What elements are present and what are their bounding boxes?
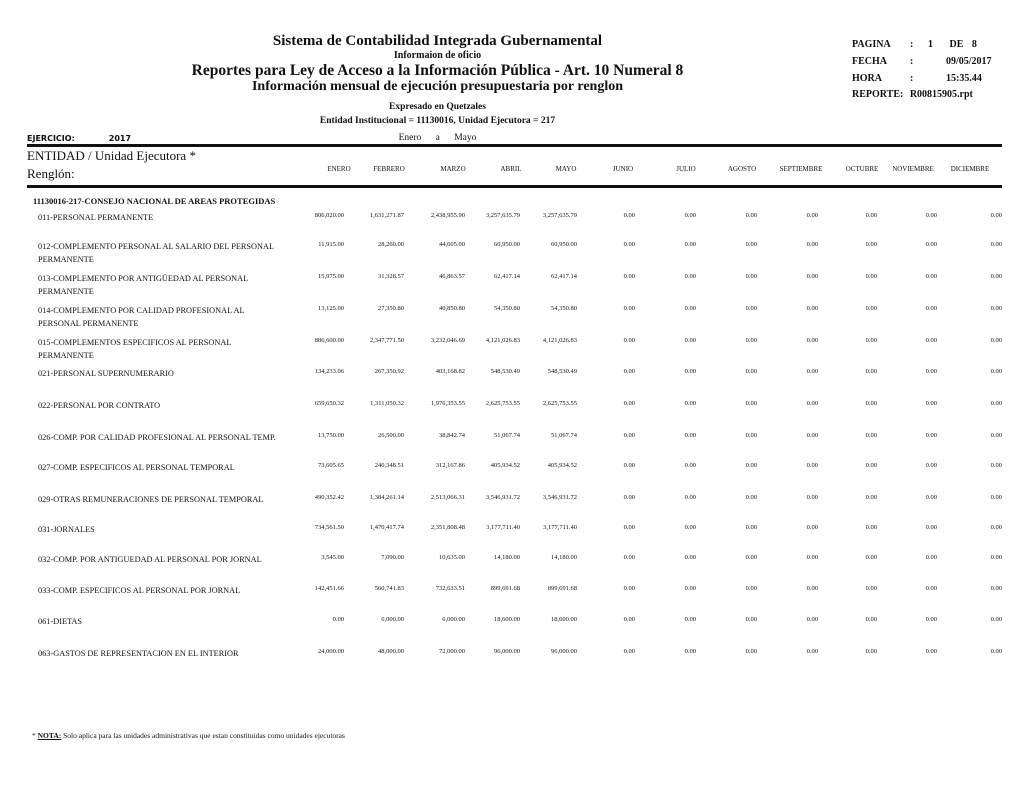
cell-enero: 24,000.00: [318, 648, 344, 655]
cell-marzo: 2,438,955.90: [430, 212, 465, 219]
renglon-label: 031-JORNALES: [38, 525, 95, 534]
month-header-septiembre: SEPTIEMBRE: [779, 165, 823, 173]
hora-value: 15:35.44: [946, 73, 982, 84]
cell-septiembre: 0.00: [806, 241, 818, 248]
cell-diciembre: 0.00: [990, 648, 1002, 655]
cell-mayo: 405,934.52: [547, 462, 577, 469]
ejercicio: [27, 134, 131, 143]
renglon-label: 029-OTRAS REMUNERACIONES DE PERSONAL TEMPORAL: [38, 495, 264, 504]
meta-pagina: [852, 39, 977, 50]
cell-abril: 60,950.00: [494, 241, 520, 248]
cell-marzo: 3,232,046.69: [430, 337, 465, 344]
cell-julio: 0.00: [684, 524, 696, 531]
month-header-julio: JULIO: [676, 165, 696, 173]
cell-octubre: 0.00: [865, 494, 877, 501]
cell-julio: 0.00: [684, 273, 696, 280]
cell-diciembre: 0.00: [990, 554, 1002, 561]
cell-mayo: 548,530.49: [547, 368, 577, 375]
cell-septiembre: 0.00: [806, 462, 818, 469]
cell-junio: 0.00: [623, 494, 635, 501]
period-from: Enero: [398, 133, 422, 143]
cell-junio: 0.00: [623, 648, 635, 655]
renglon-label: 021-PERSONAL SUPERNUMERARIO: [38, 369, 174, 378]
cell-enero: 659,650.32: [314, 400, 344, 407]
cell-marzo: 46,863.57: [439, 273, 465, 280]
cell-febrero: 1,470,417.74: [369, 524, 404, 531]
month-header-noviembre: NOVIEMBRE: [892, 165, 934, 173]
month-header-febrero: FEBRERO: [373, 165, 405, 173]
cell-mayo: 899,691.68: [547, 585, 577, 592]
cell-abril: 96,000.00: [494, 648, 520, 655]
cell-diciembre: 0.00: [990, 305, 1002, 312]
cell-septiembre: 0.00: [806, 554, 818, 561]
cell-agosto: 0.00: [745, 337, 757, 344]
cell-agosto: 0.00: [745, 241, 757, 248]
cell-junio: 0.00: [623, 554, 635, 561]
cell-abril: 548,530.49: [490, 368, 520, 375]
renglon-label: 015-COMPLEMENTOS ESPECIFICOS AL PERSONAL PERMANENTE: [38, 338, 232, 360]
currency-note: Expresado en Quetzales: [389, 102, 486, 112]
period-separator: a: [435, 133, 440, 143]
cell-marzo: 72,000.00: [439, 648, 465, 655]
cell-julio: 0.00: [684, 241, 696, 248]
meta-reporte: [852, 89, 973, 100]
cell-abril: 2,625,753.55: [485, 400, 520, 407]
header-rule-top: [27, 144, 1002, 147]
report-subtitle-info: Informaion de oficio: [393, 50, 482, 61]
cell-mayo: 14,180.00: [551, 554, 577, 561]
cell-marzo: 1,976,353.55: [430, 400, 465, 407]
renglon-label: 061-DIETAS: [38, 617, 83, 626]
cell-julio: 0.00: [684, 432, 696, 439]
cell-febrero: 26,500.00: [378, 432, 404, 439]
cell-agosto: 0.00: [745, 368, 757, 375]
footnote-marker: *: [32, 731, 38, 740]
month-header-diciembre: DICIEMBRE: [950, 165, 990, 173]
cell-diciembre: 0.00: [990, 432, 1002, 439]
cell-agosto: 0.00: [745, 400, 757, 407]
renglon-label: 027-COMP. ESPECIFICOS AL PERSONAL TEMPORAL: [38, 463, 235, 472]
cell-abril: 3,257,635.79: [485, 212, 520, 219]
renglon-column-header: Renglón:: [27, 166, 75, 181]
meta-fecha: [852, 56, 992, 67]
renglon-label: 014-COMPLEMENTO POR CALIDAD PROFESIONAL AL PERSONAL PERMANENTE: [38, 306, 245, 328]
cell-julio: 0.00: [684, 305, 696, 312]
cell-junio: 0.00: [623, 524, 635, 531]
cell-agosto: 0.00: [745, 212, 757, 219]
cell-noviembre: 0.00: [925, 616, 937, 623]
cell-mayo: 54,350.80: [551, 305, 577, 312]
cell-septiembre: 0.00: [806, 432, 818, 439]
cell-septiembre: 0.00: [806, 305, 818, 312]
fecha-value: 09/05/2017: [946, 56, 992, 67]
cell-noviembre: 0.00: [925, 524, 937, 531]
month-header-agosto: AGOSTO: [727, 165, 757, 173]
footnote-text: Solo aplica para las unidades administrativas que estan constituidas como unidades ejecutoras: [61, 731, 345, 740]
cell-junio: 0.00: [623, 462, 635, 469]
cell-octubre: 0.00: [865, 524, 877, 531]
ejercicio-value: 2017: [108, 134, 132, 143]
footnote-label: NOTA:: [37, 731, 62, 740]
renglon-label: 011-PERSONAL PERMANENTE: [38, 213, 154, 222]
cell-abril: 4,121,026.83: [485, 337, 520, 344]
cell-febrero: 7,090.00: [381, 554, 404, 561]
cell-mayo: 96,000.00: [551, 648, 577, 655]
cell-julio: 0.00: [684, 648, 696, 655]
cell-julio: 0.00: [684, 494, 696, 501]
cell-septiembre: 0.00: [806, 524, 818, 531]
cell-noviembre: 0.00: [925, 368, 937, 375]
cell-junio: 0.00: [623, 337, 635, 344]
cell-julio: 0.00: [684, 462, 696, 469]
cell-febrero: 6,000.00: [381, 616, 404, 623]
cell-julio: 0.00: [684, 337, 696, 344]
cell-noviembre: 0.00: [925, 212, 937, 219]
cell-diciembre: 0.00: [990, 524, 1002, 531]
cell-noviembre: 0.00: [925, 432, 937, 439]
cell-octubre: 0.00: [865, 337, 877, 344]
de-value: 8: [971, 39, 977, 50]
colon: :: [910, 39, 914, 50]
cell-julio: 0.00: [684, 616, 696, 623]
cell-enero: 806,020.00: [314, 212, 344, 219]
cell-abril: 3,546,931.72: [485, 494, 520, 501]
cell-mayo: 3,257,635.79: [542, 212, 577, 219]
cell-agosto: 0.00: [745, 585, 757, 592]
cell-septiembre: 0.00: [806, 273, 818, 280]
report-title: Reportes para Ley de Acceso a la Información Pública - Art. 10 Numeral 8: [191, 62, 684, 79]
cell-septiembre: 0.00: [806, 494, 818, 501]
month-header-mayo: MAYO: [555, 165, 577, 173]
cell-agosto: 0.00: [745, 554, 757, 561]
renglon-label: 032-COMP. POR ANTIGUEDAD AL PERSONAL POR JORNAL: [38, 555, 262, 564]
period-to: Mayo: [454, 133, 477, 143]
cell-diciembre: 0.00: [990, 400, 1002, 407]
renglon-label: 012-COMPLEMENTO PERSONAL AL SALARIO DEL PERSONAL PERMANENTE: [38, 242, 274, 264]
cell-junio: 0.00: [623, 212, 635, 219]
cell-marzo: 40,850.80: [439, 305, 465, 312]
cell-enero: 490,352.42: [314, 494, 344, 501]
cell-marzo: 2,351,808.48: [430, 524, 465, 531]
cell-marzo: 312,167.86: [435, 462, 465, 469]
cell-junio: 0.00: [623, 273, 635, 280]
cell-diciembre: 0.00: [990, 585, 1002, 592]
month-header-octubre: OCTUBRE: [845, 165, 879, 173]
ejercicio-label: EJERCICIO:: [27, 134, 75, 143]
cell-enero: 13,125.00: [318, 305, 344, 312]
cell-marzo: 2,513,066.31: [430, 494, 465, 501]
cell-enero: 73,605.65: [318, 462, 344, 469]
report-subtitle: Información mensual de ejecución presupuestaria por renglon: [251, 79, 623, 94]
month-header-junio: JUNIO: [612, 165, 634, 173]
reporte-label: REPORTE:: [852, 89, 904, 100]
cell-julio: 0.00: [684, 368, 696, 375]
cell-febrero: 48,000.00: [378, 648, 404, 655]
cell-enero: 3,545.00: [321, 554, 344, 561]
colon: :: [910, 73, 914, 84]
cell-junio: 0.00: [623, 432, 635, 439]
cell-julio: 0.00: [684, 212, 696, 219]
cell-abril: 51,067.74: [494, 432, 520, 439]
renglon-label: 013-COMPLEMENTO POR ANTIGÜEDAD AL PERSONAL PERMANENTE: [38, 274, 248, 296]
cell-diciembre: 0.00: [990, 212, 1002, 219]
cell-mayo: 60,950.00: [551, 241, 577, 248]
month-header-abril: ABRIL: [500, 165, 522, 173]
cell-abril: 14,180.00: [494, 554, 520, 561]
month-header-marzo: MARZO: [440, 165, 466, 173]
fecha-label: FECHA: [852, 56, 887, 67]
pagina-label: PAGINA: [852, 39, 891, 50]
renglon-label: 033-COMP. ESPECIFICOS AL PERSONAL POR JORNAL: [38, 586, 241, 595]
cell-noviembre: 0.00: [925, 462, 937, 469]
cell-noviembre: 0.00: [925, 554, 937, 561]
cell-octubre: 0.00: [865, 648, 877, 655]
cell-septiembre: 0.00: [806, 616, 818, 623]
renglon-label: 022-PERSONAL POR CONTRATO: [38, 401, 161, 410]
cell-junio: 0.00: [623, 305, 635, 312]
cell-febrero: 267,350.92: [374, 368, 404, 375]
cell-agosto: 0.00: [745, 648, 757, 655]
cell-diciembre: 0.00: [990, 241, 1002, 248]
cell-octubre: 0.00: [865, 305, 877, 312]
cell-septiembre: 0.00: [806, 585, 818, 592]
cell-enero: 134,233.06: [314, 368, 344, 375]
cell-octubre: 0.00: [865, 554, 877, 561]
cell-noviembre: 0.00: [925, 648, 937, 655]
cell-enero: 0.00: [332, 616, 344, 623]
cell-mayo: 51,067.74: [551, 432, 577, 439]
cell-diciembre: 0.00: [990, 616, 1002, 623]
cell-octubre: 0.00: [865, 432, 877, 439]
cell-enero: 11,915.00: [318, 241, 344, 248]
cell-octubre: 0.00: [865, 241, 877, 248]
cell-febrero: 1,384,261.14: [369, 494, 404, 501]
cell-abril: 62,417.14: [494, 273, 520, 280]
entity-row: 11130016-217-CONSEJO NACIONAL DE AREAS PROTEGIDAS: [33, 196, 276, 206]
cell-enero: 734,561.50: [314, 524, 344, 531]
cell-marzo: 403,168.82: [435, 368, 465, 375]
de-label: DE: [949, 39, 964, 50]
cell-septiembre: 0.00: [806, 337, 818, 344]
cell-septiembre: 0.00: [806, 368, 818, 375]
cell-septiembre: 0.00: [806, 212, 818, 219]
system-title: Sistema de Contabilidad Integrada Gubernamental: [272, 33, 603, 49]
cell-febrero: 240,348.51: [374, 462, 404, 469]
cell-octubre: 0.00: [865, 212, 877, 219]
cell-diciembre: 0.00: [990, 337, 1002, 344]
cell-enero: 142,451.66: [314, 585, 344, 592]
cell-mayo: 3,177,711.40: [543, 524, 577, 531]
renglon-label: 026-COMP. POR CALIDAD PROFESIONAL AL PERSONAL TEMP.: [38, 433, 276, 442]
entity-column-header: ENTIDAD / Unidad Ejecutora *: [27, 148, 196, 163]
cell-noviembre: 0.00: [925, 241, 937, 248]
cell-enero: 13,750.00: [318, 432, 344, 439]
cell-junio: 0.00: [623, 616, 635, 623]
cell-agosto: 0.00: [745, 494, 757, 501]
cell-enero: 15,975.00: [318, 273, 344, 280]
cell-marzo: 44,605.00: [439, 241, 465, 248]
cell-agosto: 0.00: [745, 432, 757, 439]
cell-diciembre: 0.00: [990, 462, 1002, 469]
cell-noviembre: 0.00: [925, 400, 937, 407]
header-rule-bottom: [27, 185, 1002, 188]
cell-noviembre: 0.00: [925, 585, 937, 592]
cell-agosto: 0.00: [745, 273, 757, 280]
cell-noviembre: 0.00: [925, 494, 937, 501]
cell-diciembre: 0.00: [990, 494, 1002, 501]
cell-mayo: 4,121,026.83: [542, 337, 577, 344]
period-range: [0, 133, 875, 143]
hora-label: HORA: [852, 73, 882, 84]
cell-noviembre: 0.00: [925, 273, 937, 280]
cell-agosto: 0.00: [745, 305, 757, 312]
cell-abril: 899,691.68: [490, 585, 520, 592]
cell-noviembre: 0.00: [925, 337, 937, 344]
cell-febrero: 27,350.80: [378, 305, 404, 312]
renglon-label: 063-GASTOS DE REPRESENTACION EN EL INTERIOR: [38, 649, 239, 658]
cell-septiembre: 0.00: [806, 400, 818, 407]
footnote: [32, 731, 345, 740]
cell-febrero: 1,311,050.32: [370, 400, 404, 407]
cell-febrero: 31,328.57: [378, 273, 404, 280]
reporte-value: R00815905.rpt: [909, 89, 973, 100]
cell-agosto: 0.00: [745, 524, 757, 531]
cell-octubre: 0.00: [865, 400, 877, 407]
cell-febrero: 28,260.00: [378, 241, 404, 248]
cell-abril: 405,934.52: [490, 462, 520, 469]
entity-line: Entidad Institucional = 11130016, Unidad Ejecutora = 217: [319, 116, 556, 126]
meta-hora: [852, 73, 982, 84]
colon: :: [910, 56, 914, 67]
cell-abril: 18,600.00: [494, 616, 520, 623]
cell-septiembre: 0.00: [806, 648, 818, 655]
month-headers: [0, 165, 1024, 177]
cell-agosto: 0.00: [745, 616, 757, 623]
cell-marzo: 732,633.51: [435, 585, 465, 592]
cell-febrero: 560,741.83: [374, 585, 404, 592]
cell-abril: 54,350.80: [494, 305, 520, 312]
cell-julio: 0.00: [684, 400, 696, 407]
cell-marzo: 10,635.00: [439, 554, 465, 561]
cell-mayo: 18,600.00: [551, 616, 577, 623]
pagina-value: 1: [928, 39, 933, 50]
cell-junio: 0.00: [623, 585, 635, 592]
cell-octubre: 0.00: [865, 368, 877, 375]
cell-febrero: 1,631,271.87: [369, 212, 404, 219]
cell-marzo: 6,000.00: [442, 616, 465, 623]
cell-abril: 3,177,711.40: [486, 524, 520, 531]
cell-diciembre: 0.00: [990, 273, 1002, 280]
cell-junio: 0.00: [623, 400, 635, 407]
cell-febrero: 2,347,771.50: [369, 337, 404, 344]
cell-octubre: 0.00: [865, 462, 877, 469]
cell-mayo: 2,625,753.55: [542, 400, 577, 407]
cell-julio: 0.00: [684, 585, 696, 592]
cell-diciembre: 0.00: [990, 368, 1002, 375]
cell-octubre: 0.00: [865, 273, 877, 280]
cell-mayo: 62,417.14: [551, 273, 577, 280]
cell-agosto: 0.00: [745, 462, 757, 469]
cell-junio: 0.00: [623, 368, 635, 375]
cell-marzo: 38,842.74: [439, 432, 465, 439]
cell-julio: 0.00: [684, 554, 696, 561]
cell-octubre: 0.00: [865, 616, 877, 623]
cell-mayo: 3,546,931.72: [542, 494, 577, 501]
cell-enero: 886,600.00: [314, 337, 344, 344]
month-header-enero: ENERO: [327, 165, 351, 173]
cell-octubre: 0.00: [865, 585, 877, 592]
cell-junio: 0.00: [623, 241, 635, 248]
cell-noviembre: 0.00: [925, 305, 937, 312]
